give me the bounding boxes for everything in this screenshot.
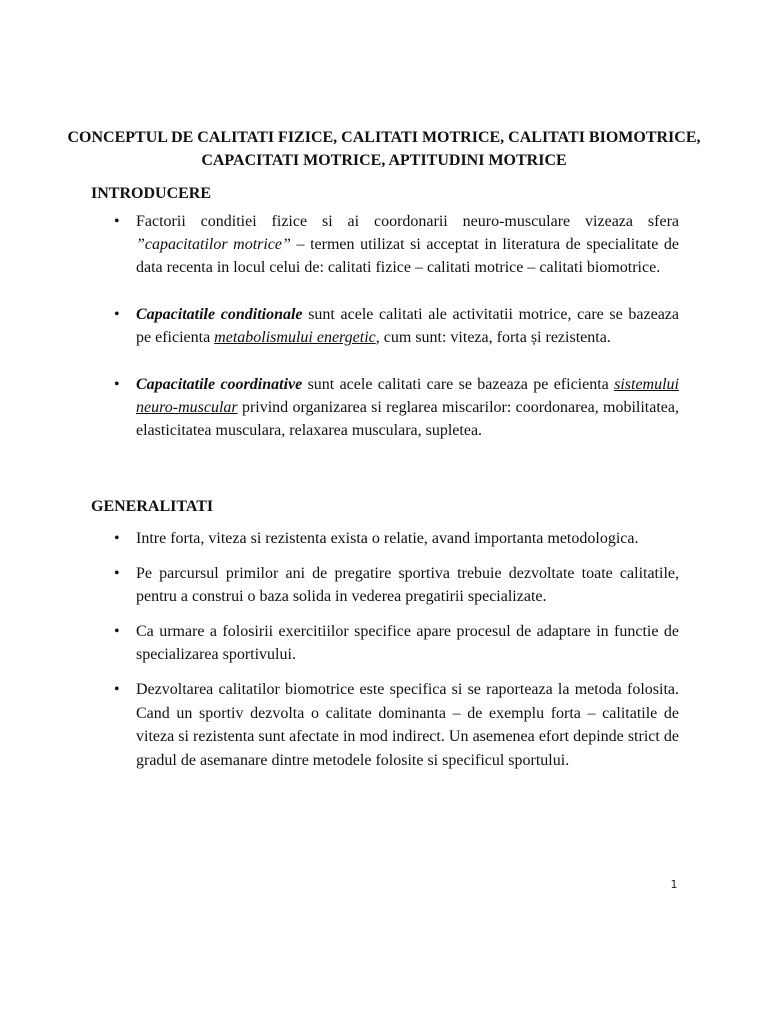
bullet-icon: • [114,213,120,230]
text-segment: sunt acele calitati ale activitatii motrice, care se bazeaza pe eficienta [136,306,680,346]
bullet-icon: • [114,530,120,547]
introducere-list [91,210,679,442]
section-heading-generalitati: GENERALITATI [91,498,214,515]
list-item [91,678,679,772]
bullet-icon: • [114,623,120,640]
text-segment: Pe parcursul primilor ani de pregatire sportiva trebuie dezvoltate toate calitatile, pentru a construi o baza solida in vederea pregatirii specializate. [136,565,679,605]
list-item [91,303,679,349]
bold-italic-term: Capacitatile coordinative [136,376,303,393]
text-segment: – termen utilizat si acceptat in literatura de specialitate de data recenta in locul celui de: calitati fizice – calitati motrice – calitati biomotrice. [136,236,680,276]
list-item [91,527,679,550]
section-heading-introducere: INTRODUCERE [91,185,212,202]
bullet-icon: • [114,565,120,582]
list-item [91,373,679,442]
text-segment: sunt acele calitati care se bazeaza pe eficienta [302,376,615,393]
text-segment: Intre forta, viteza si rezistenta exista o relatie, avand importanta metodologica. [136,530,639,547]
list-item [91,562,679,608]
text-segment: Ca urmare a folosirii exercitiilor specifice apare procesul de adaptare in functie de specializarea sportivului. [136,623,679,663]
text-segment: Dezvoltarea calitatilor biomotrice este specifica si se raporteaza la metoda folosita. Cand un sportiv dezvolta o calitate dominanta – de exemplu forta – calitatile de viteza si rezistenta sunt afectate in mod indirect. Un asemenea efort depinde strict de gradul de asemanare dintre metodele folosite si specificul sportului. [136,681,679,769]
underlined-term: sistemului neuro-muscular [136,376,679,416]
generalitati-list [91,527,679,772]
bullet-icon: • [114,306,120,323]
page-number: 1 [670,878,678,891]
underlined-term: metabolismului energetic [214,329,376,346]
bold-italic-term: Capacitatile conditionale [136,306,303,323]
document-title: CONCEPTUL DE CALITATI FIZICE, CALITATI MOTRICE, CALITATI BIOMOTRICE, CAPACITATI MOTRICE, APTITUDINI MOTRICE [67,129,701,169]
list-item [91,620,679,666]
bullet-icon: • [114,681,120,698]
text-segment: Factorii conditiei fizice si ai coordonarii neuro-musculare vizeaza sfera [136,213,679,230]
list-item [91,210,679,279]
italic-term: ”capacitatilor motrice” [136,236,291,253]
text-segment: , cum sunt: viteza, forta și rezistenta. [375,329,611,346]
bullet-icon: • [114,376,120,393]
text-segment: privind organizarea si reglarea miscarilor: coordonarea, mobilitatea, elasticitatea musculara, relaxarea musculara, supletea. [136,399,679,439]
